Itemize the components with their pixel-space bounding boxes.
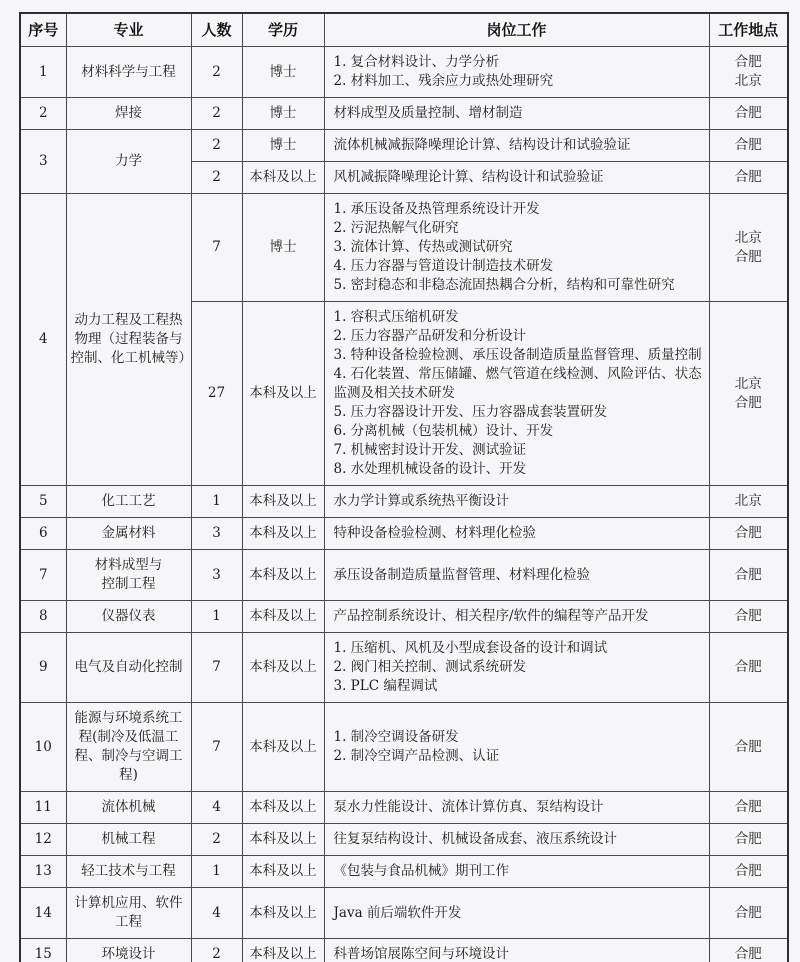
major-cell-line: 计算机应用、软件 bbox=[74, 895, 183, 911]
degree-cell bbox=[242, 302, 324, 486]
jobs-cell bbox=[324, 194, 709, 302]
location-cell-line: 合肥 bbox=[734, 525, 762, 541]
degree-cell bbox=[242, 703, 324, 792]
jobs-cell-line: 5. 压力容器设计开发、压力容器成套装置研发 bbox=[333, 404, 608, 420]
location-cell bbox=[709, 792, 788, 824]
jobs-cell-line: 5. 密封稳态和非稳态流固热耦合分析，结构和可靠性研究 bbox=[333, 277, 675, 293]
count-cell-line: 3 bbox=[212, 525, 221, 541]
count-cell-line: 1 bbox=[212, 493, 221, 509]
major-cell bbox=[66, 703, 191, 792]
row-number-cell bbox=[20, 194, 66, 486]
count-cell bbox=[191, 703, 242, 792]
jobs-cell-line: 3. 流体计算、传热或测试研究 bbox=[333, 239, 513, 255]
location-cell-line: 合肥 bbox=[734, 904, 762, 921]
row-number-cell-line: 3 bbox=[38, 153, 48, 169]
major-cell bbox=[66, 486, 191, 518]
major-cell bbox=[66, 130, 191, 194]
major-cell-line: 动力工程及工程热 bbox=[74, 312, 183, 328]
jobs-cell-line: 1. 制冷空调设备研发 bbox=[333, 729, 459, 745]
count-cell-line: 4 bbox=[212, 904, 221, 921]
major-cell-line: 程、制冷与空调工 bbox=[74, 748, 183, 764]
row-number-cell bbox=[20, 98, 66, 130]
count-cell-line: 2 bbox=[212, 137, 221, 153]
major-cell bbox=[66, 98, 191, 130]
major-cell-line: 金属材料 bbox=[101, 525, 156, 541]
location-cell bbox=[709, 486, 788, 518]
row-number-cell bbox=[20, 518, 66, 550]
location-cell-line: 合肥 bbox=[734, 566, 762, 583]
count-cell bbox=[191, 162, 242, 194]
location-cell bbox=[709, 130, 788, 162]
column-header-degree: 学历 bbox=[242, 13, 324, 47]
major-cell bbox=[66, 518, 191, 550]
degree-cell bbox=[242, 633, 324, 703]
location-cell bbox=[709, 98, 788, 130]
table-row bbox=[20, 550, 788, 601]
jobs-cell bbox=[324, 518, 709, 550]
row-number-cell-line: 13 bbox=[34, 863, 52, 879]
degree-cell-line: 本科及以上 bbox=[249, 946, 317, 962]
major-cell-line: 材料成型与 bbox=[94, 557, 163, 573]
column-header-count: 人数 bbox=[191, 13, 242, 47]
major-cell-line: 控制工程 bbox=[101, 576, 156, 592]
table-row bbox=[20, 486, 788, 518]
degree-cell-line: 本科及以上 bbox=[249, 385, 317, 401]
jobs-cell bbox=[324, 98, 709, 130]
row-number-cell bbox=[20, 633, 66, 703]
degree-cell-line: 本科及以上 bbox=[249, 566, 317, 583]
count-cell-line: 27 bbox=[207, 385, 226, 401]
location-cell-line: 北京 bbox=[734, 375, 762, 392]
recruitment-table bbox=[19, 12, 789, 962]
count-cell bbox=[191, 856, 242, 888]
jobs-cell bbox=[324, 888, 709, 939]
count-cell bbox=[191, 194, 242, 302]
jobs-cell bbox=[324, 486, 709, 518]
location-cell bbox=[709, 856, 788, 888]
jobs-cell-line: 3. 特种设备检验检测、承压设备制造质量监督管理、质量控制 bbox=[333, 347, 702, 363]
jobs-cell bbox=[324, 856, 709, 888]
major-cell-line: 程(制冷及低温工 bbox=[78, 729, 179, 745]
degree-cell bbox=[242, 162, 324, 194]
count-cell bbox=[191, 633, 242, 703]
major-cell-line: 轻工技术与工程 bbox=[81, 863, 176, 879]
degree-cell-line: 本科及以上 bbox=[249, 738, 317, 755]
degree-cell-line: 博士 bbox=[269, 239, 297, 255]
major-cell-line: 控制、化工机械等） bbox=[70, 350, 192, 366]
row-number-cell-line: 10 bbox=[34, 738, 52, 755]
degree-cell bbox=[242, 130, 324, 162]
location-cell bbox=[709, 162, 788, 194]
degree-cell-line: 本科及以上 bbox=[249, 863, 317, 879]
major-cell-line: 机械工程 bbox=[101, 831, 156, 847]
degree-cell bbox=[242, 601, 324, 633]
row-number-cell-line: 7 bbox=[38, 566, 48, 583]
count-cell-line: 2 bbox=[212, 831, 221, 847]
degree-cell-line: 本科及以上 bbox=[249, 799, 317, 815]
jobs-cell bbox=[324, 792, 709, 824]
table-row bbox=[20, 888, 788, 939]
jobs-cell-line: 1. 承压设备及热管理系统设计开发 bbox=[333, 201, 540, 217]
table-header-row bbox=[20, 13, 788, 47]
major-cell bbox=[66, 633, 191, 703]
location-cell bbox=[709, 888, 788, 939]
count-cell-line: 7 bbox=[212, 659, 221, 675]
table-row bbox=[20, 824, 788, 856]
jobs-cell-line: 材料成型及质量控制、增材制造 bbox=[333, 105, 523, 121]
table-row bbox=[20, 47, 788, 98]
row-number-cell-line: 14 bbox=[34, 904, 52, 921]
count-cell bbox=[191, 518, 242, 550]
location-cell bbox=[709, 47, 788, 98]
jobs-cell-line: 1. 容积式压缩机研发 bbox=[333, 309, 459, 325]
count-cell-line: 7 bbox=[212, 738, 221, 755]
row-number-cell bbox=[20, 856, 66, 888]
major-cell bbox=[66, 601, 191, 633]
table-body bbox=[20, 47, 788, 962]
count-cell bbox=[191, 302, 242, 486]
row-number-cell-line: 12 bbox=[34, 831, 52, 847]
jobs-cell-line: 2. 制冷空调产品检测、认证 bbox=[333, 748, 500, 764]
major-cell-line: 电气及自动化控制 bbox=[74, 659, 183, 675]
degree-cell-line: 本科及以上 bbox=[249, 608, 317, 624]
location-cell-line: 合肥 bbox=[734, 105, 762, 121]
major-cell-line: 仪器仪表 bbox=[101, 608, 156, 624]
degree-cell bbox=[242, 856, 324, 888]
row-number-cell bbox=[20, 550, 66, 601]
major-cell bbox=[66, 888, 191, 939]
jobs-cell-line: 2. 压力容器产品研发和分析设计 bbox=[333, 328, 527, 344]
location-cell-line: 合肥 bbox=[734, 54, 762, 70]
row-number-cell-line: 15 bbox=[34, 946, 52, 962]
location-cell-line: 合肥 bbox=[734, 169, 762, 185]
row-number-cell bbox=[20, 703, 66, 792]
degree-cell-line: 本科及以上 bbox=[249, 525, 317, 541]
degree-cell bbox=[242, 792, 324, 824]
jobs-cell-line: 2. 阀门相关控制、测试系统研发 bbox=[333, 659, 527, 675]
jobs-cell-line: 3. PLC 编程调试 bbox=[333, 678, 438, 694]
row-number-cell bbox=[20, 601, 66, 633]
major-cell bbox=[66, 939, 191, 962]
degree-cell bbox=[242, 888, 324, 939]
row-number-cell bbox=[20, 130, 66, 194]
degree-cell-line: 博士 bbox=[269, 137, 297, 153]
count-cell-line: 1 bbox=[212, 608, 221, 624]
jobs-cell-line: 4. 石化装置、常压储罐、燃气管道在线检测、风险评估、状态监测及相关技术研发 bbox=[333, 366, 702, 401]
count-cell-line: 2 bbox=[212, 105, 221, 121]
location-cell-line: 合肥 bbox=[734, 248, 762, 265]
column-header-no: 序号 bbox=[20, 13, 66, 47]
count-cell-line: 2 bbox=[212, 946, 221, 962]
degree-cell-line: 本科及以上 bbox=[249, 169, 317, 185]
location-cell-line: 合肥 bbox=[734, 738, 762, 755]
jobs-cell-line: 4. 压力容器与管道设计制造技术研发 bbox=[333, 258, 554, 274]
row-number-cell bbox=[20, 792, 66, 824]
row-number-cell bbox=[20, 486, 66, 518]
location-cell bbox=[709, 939, 788, 962]
count-cell bbox=[191, 601, 242, 633]
count-cell-line: 3 bbox=[212, 566, 221, 583]
degree-cell-line: 本科及以上 bbox=[249, 493, 317, 509]
row-number-cell bbox=[20, 939, 66, 962]
degree-cell-line: 博士 bbox=[269, 63, 297, 80]
major-cell-line: 焊接 bbox=[115, 105, 142, 121]
count-cell-line: 2 bbox=[212, 169, 221, 185]
jobs-cell-line: 承压设备制造质量监督管理、材料理化检验 bbox=[333, 566, 590, 583]
jobs-cell-line: Java 前后端软件开发 bbox=[333, 904, 462, 921]
table-row bbox=[20, 130, 788, 162]
jobs-cell-line: 风机减振降噪理论计算、结构设计和试验验证 bbox=[333, 169, 604, 185]
row-number-cell bbox=[20, 824, 66, 856]
jobs-cell-line: 水力学计算或系统热平衡设计 bbox=[333, 493, 509, 509]
count-cell-line: 2 bbox=[212, 63, 221, 80]
row-number-cell-line: 2 bbox=[38, 105, 48, 121]
major-cell-line: 程) bbox=[119, 767, 138, 783]
major-cell bbox=[66, 824, 191, 856]
jobs-cell-line: 8. 水处理机械设备的设计、开发 bbox=[333, 461, 527, 477]
location-cell bbox=[709, 633, 788, 703]
jobs-cell-line: 6. 分离机械（包装机械）设计、开发 bbox=[333, 423, 554, 439]
location-cell bbox=[709, 194, 788, 302]
degree-cell bbox=[242, 550, 324, 601]
jobs-cell-line: 2. 污泥热解气化研究 bbox=[333, 220, 459, 236]
location-cell-line: 合肥 bbox=[734, 394, 762, 411]
row-number-cell-line: 6 bbox=[38, 525, 48, 541]
jobs-cell-line: 往复泵结构设计、机械设备成套、液压系统设计 bbox=[333, 831, 617, 847]
major-cell-line: 材料科学与工程 bbox=[81, 63, 176, 80]
location-cell-line: 北京 bbox=[734, 493, 762, 509]
degree-cell bbox=[242, 518, 324, 550]
degree-cell bbox=[242, 47, 324, 98]
row-number-cell bbox=[20, 47, 66, 98]
count-cell-line: 4 bbox=[212, 799, 221, 815]
jobs-cell bbox=[324, 47, 709, 98]
location-cell bbox=[709, 601, 788, 633]
location-cell-line: 合肥 bbox=[734, 831, 762, 847]
row-number-cell-line: 11 bbox=[34, 799, 52, 815]
count-cell-line: 1 bbox=[212, 863, 221, 879]
jobs-cell bbox=[324, 550, 709, 601]
jobs-cell-line: 1. 压缩机、风机及小型成套设备的设计和调试 bbox=[333, 640, 608, 656]
table-row bbox=[20, 939, 788, 962]
row-number-cell-line: 8 bbox=[38, 608, 48, 624]
count-cell bbox=[191, 47, 242, 98]
degree-cell-line: 本科及以上 bbox=[249, 831, 317, 847]
degree-cell bbox=[242, 939, 324, 962]
count-cell-line: 7 bbox=[212, 239, 221, 255]
location-cell bbox=[709, 302, 788, 486]
major-cell bbox=[66, 47, 191, 98]
location-cell bbox=[709, 550, 788, 601]
row-number-cell-line: 4 bbox=[38, 331, 48, 347]
jobs-cell-line: 7. 机械密封设计开发、测试验证 bbox=[333, 442, 527, 458]
table-row bbox=[20, 703, 788, 792]
location-cell-line: 北京 bbox=[734, 73, 762, 89]
count-cell bbox=[191, 550, 242, 601]
column-header-major: 专业 bbox=[66, 13, 191, 47]
location-cell-line: 北京 bbox=[734, 229, 762, 246]
jobs-cell bbox=[324, 703, 709, 792]
count-cell bbox=[191, 939, 242, 962]
count-cell bbox=[191, 888, 242, 939]
major-cell-line: 化工工艺 bbox=[101, 493, 156, 509]
degree-cell-line: 本科及以上 bbox=[249, 659, 317, 675]
major-cell-line: 工程 bbox=[115, 914, 142, 930]
major-cell bbox=[66, 856, 191, 888]
major-cell bbox=[66, 550, 191, 601]
jobs-cell-line: 泵水力性能设计、流体计算仿真、泵结构设计 bbox=[333, 799, 604, 815]
table-row bbox=[20, 518, 788, 550]
degree-cell bbox=[242, 194, 324, 302]
major-cell-line: 力学 bbox=[115, 153, 142, 169]
row-number-cell-line: 1 bbox=[38, 63, 48, 80]
degree-cell bbox=[242, 824, 324, 856]
table-row bbox=[20, 792, 788, 824]
jobs-cell-line: 2. 材料加工、残余应力或热处理研究 bbox=[333, 73, 554, 89]
table-row bbox=[20, 601, 788, 633]
location-cell bbox=[709, 518, 788, 550]
location-cell-line: 合肥 bbox=[734, 799, 762, 815]
jobs-cell bbox=[324, 302, 709, 486]
location-cell-line: 合肥 bbox=[734, 946, 762, 962]
jobs-cell-line: 《包装与食品机械》期刊工作 bbox=[333, 863, 509, 879]
table-row bbox=[20, 856, 788, 888]
major-cell-line: 能源与环境系统工 bbox=[74, 710, 183, 726]
column-header-location: 工作地点 bbox=[709, 13, 788, 47]
major-cell bbox=[66, 792, 191, 824]
jobs-cell bbox=[324, 162, 709, 194]
count-cell bbox=[191, 792, 242, 824]
table-row bbox=[20, 633, 788, 703]
table-row bbox=[20, 194, 788, 302]
location-cell-line: 合肥 bbox=[734, 608, 762, 624]
jobs-cell-line: 特种设备检验检测、材料理化检验 bbox=[333, 525, 536, 541]
jobs-cell bbox=[324, 824, 709, 856]
row-number-cell-line: 9 bbox=[38, 659, 48, 675]
jobs-cell bbox=[324, 130, 709, 162]
major-cell-line: 流体机械 bbox=[101, 799, 156, 815]
row-number-cell bbox=[20, 888, 66, 939]
location-cell-line: 合肥 bbox=[734, 137, 762, 153]
location-cell bbox=[709, 703, 788, 792]
degree-cell bbox=[242, 486, 324, 518]
jobs-cell-line: 流体机械减振降噪理论计算、结构设计和试验验证 bbox=[333, 137, 631, 153]
jobs-cell-line: 1. 复合材料设计、力学分析 bbox=[333, 54, 500, 70]
jobs-cell-line: 产品控制系统设计、相关程序/软件的编程等产品开发 bbox=[333, 608, 649, 624]
location-cell-line: 合肥 bbox=[734, 863, 762, 879]
degree-cell-line: 博士 bbox=[269, 105, 297, 121]
location-cell bbox=[709, 824, 788, 856]
jobs-cell bbox=[324, 601, 709, 633]
jobs-cell bbox=[324, 939, 709, 962]
degree-cell bbox=[242, 98, 324, 130]
jobs-cell bbox=[324, 633, 709, 703]
major-cell bbox=[66, 194, 191, 486]
location-cell-line: 合肥 bbox=[734, 659, 762, 675]
table-row bbox=[20, 98, 788, 130]
major-cell-line: 物理（过程装备与 bbox=[74, 331, 183, 347]
count-cell bbox=[191, 98, 242, 130]
count-cell bbox=[191, 486, 242, 518]
major-cell-line: 环境设计 bbox=[101, 946, 156, 962]
count-cell bbox=[191, 130, 242, 162]
row-number-cell-line: 5 bbox=[38, 493, 48, 509]
count-cell bbox=[191, 824, 242, 856]
column-header-jobs: 岗位工作 bbox=[324, 13, 709, 47]
jobs-cell-line: 科普场馆展陈空间与环境设计 bbox=[333, 946, 509, 962]
degree-cell-line: 本科及以上 bbox=[249, 904, 317, 921]
